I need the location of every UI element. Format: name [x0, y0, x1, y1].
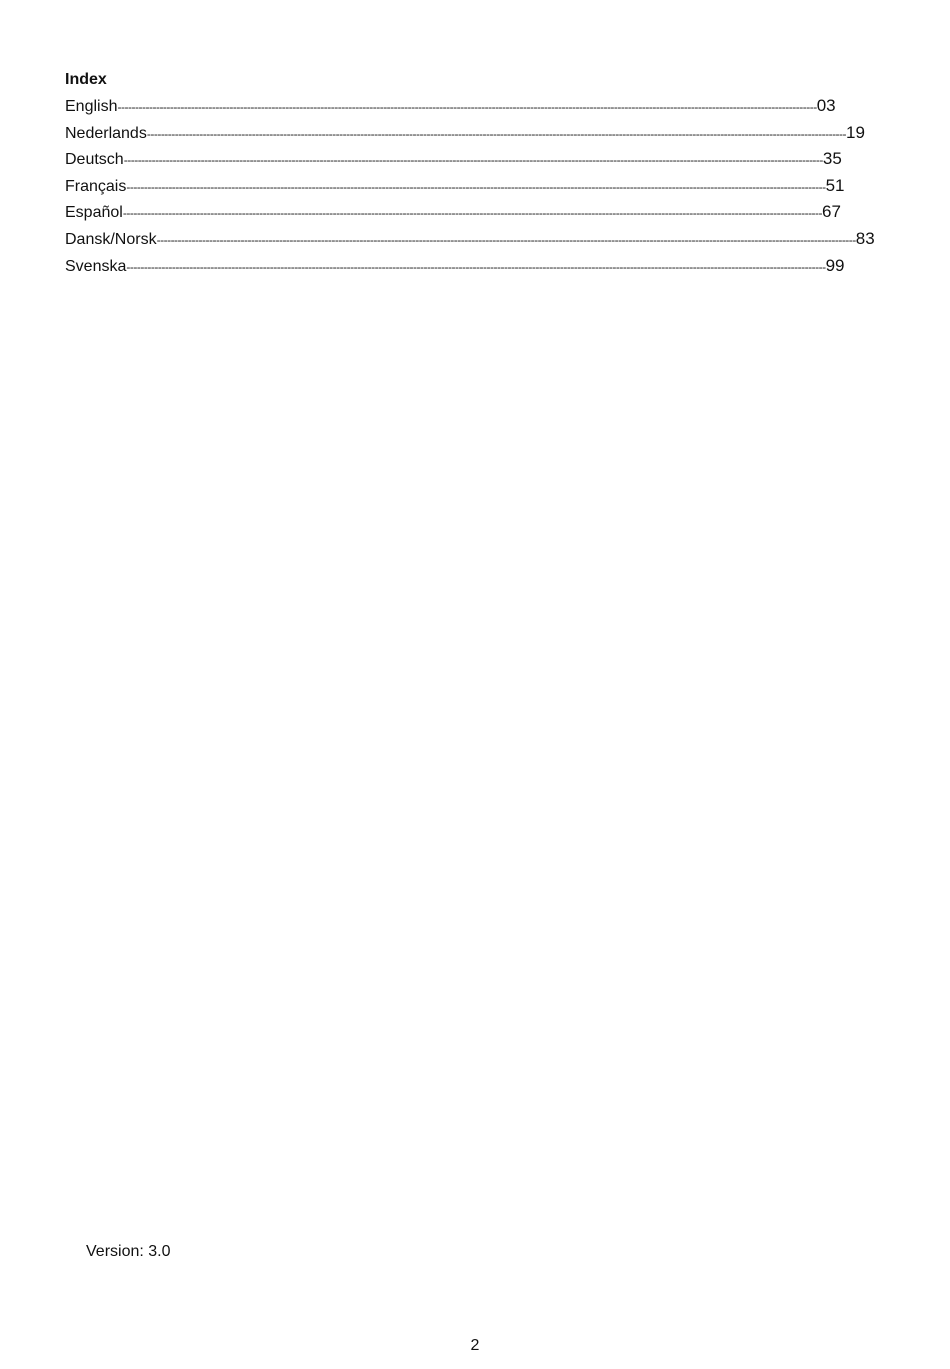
toc-entry-label: Dansk/Norsk: [65, 230, 157, 248]
toc-entry-nederlands[interactable]: [65, 122, 865, 150]
toc-entry-page: 35: [822, 149, 842, 169]
toc-entry-page: 99: [825, 255, 845, 275]
toc-entry-label: English: [65, 98, 118, 115]
dot-leader: --------------------------------------------------------------------------------------------------------------------------------------------------------------------------------------------------------: [156, 232, 856, 247]
toc-entry-espanol[interactable]: [65, 202, 841, 229]
toc-entry-page: 67: [822, 202, 841, 222]
toc-entry-page: 51: [825, 175, 845, 195]
toc-entry-label: Deutsch: [65, 151, 124, 169]
dot-leader: --------------------------------------------------------------------------------------------------------------------------------------------------------------------------------------------------------: [146, 126, 847, 141]
toc-entry-label: Français: [65, 177, 127, 195]
toc-entry-label: Nederlands: [65, 124, 147, 142]
index-title: Index: [65, 71, 107, 88]
toc-entry-label: Español: [65, 204, 123, 222]
page-number: 2: [470, 1337, 480, 1354]
toc-entry-page: 83: [855, 228, 875, 248]
toc-entry-page: 03: [816, 96, 836, 115]
dot-leader: --------------------------------------------------------------------------------------------------------------------------------------------------------------------------------------------------------: [126, 179, 826, 194]
dot-leader: --------------------------------------------------------------------------------------------------------------------------------------------------------------------------------------------------------: [122, 206, 823, 221]
version-label: Version: 3.0: [86, 1243, 171, 1260]
toc-entry-francais[interactable]: [65, 175, 845, 203]
toc-entry-english[interactable]: [65, 96, 836, 123]
toc-entry-deutsch[interactable]: [65, 149, 842, 176]
toc-entry-svenska[interactable]: [65, 255, 845, 283]
toc-entry-page: 19: [846, 122, 865, 142]
dot-leader: --------------------------------------------------------------------------------------------------------------------------------------------------------------------------------------------------------: [123, 153, 823, 168]
table-of-contents: [65, 96, 875, 282]
dot-leader: --------------------------------------------------------------------------------------------------------------------------------------------------------------------------------------------------------: [117, 100, 817, 114]
toc-entry-label: Svenska: [65, 257, 127, 275]
toc-entry-dansk-norsk[interactable]: [65, 228, 875, 256]
dot-leader: --------------------------------------------------------------------------------------------------------------------------------------------------------------------------------------------------------: [126, 259, 826, 274]
